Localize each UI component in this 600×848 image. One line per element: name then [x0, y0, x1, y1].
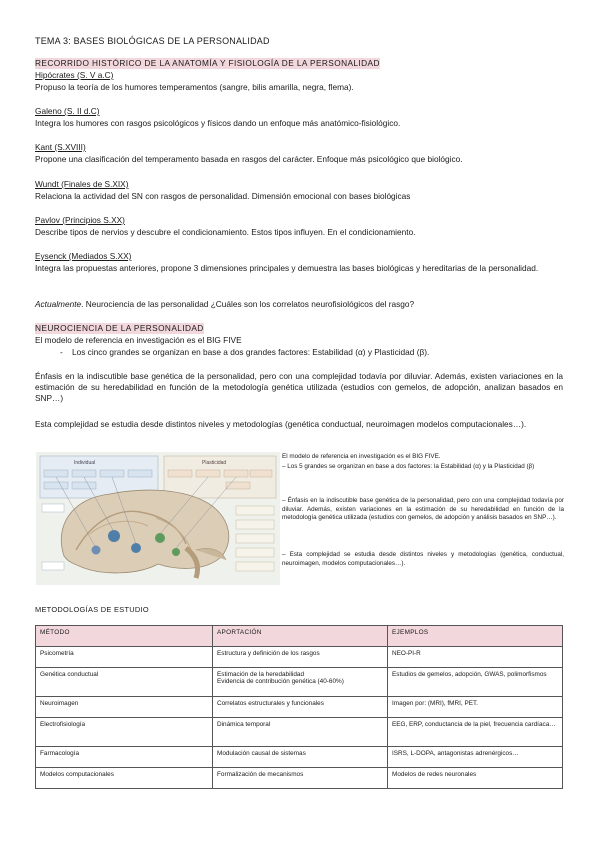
neuro-paragraph-2: Esta complejidad se estudia desde distintos niveles y metodologías (genética conductual, neuroimagen modelos computacionales…).	[35, 419, 527, 429]
entry-name-wundt: Wundt (Finales de S.XIX)	[35, 179, 129, 189]
table-row	[36, 747, 563, 768]
figure-label-right: Plasticidad	[202, 460, 227, 466]
table-row	[36, 668, 563, 697]
bullet-dash: -	[60, 347, 63, 357]
entry-text-hipocrates: Propuso la teoría de los humores temperamentos (sangre, bilis amarilla, negra, flema).	[35, 82, 354, 92]
figure-caption-bullet-3: – Esta complejidad se estudia desde distintos niveles y metodologías (genética, conductual, neuroimagen, modelos computacionales…).	[282, 551, 564, 567]
region-blue-2	[131, 543, 141, 553]
table-cell: Estudios de gemelos, adopción, GWAS, polimorfismos	[388, 668, 563, 697]
figure-caption-bullet-1: – Los 5 grandes se organizan en base a dos factores: la Estabilidad (α) y la Plasticidad (β)	[282, 463, 535, 470]
page-title: TEMA 3: BASES BIOLÓGICAS DE LA PERSONALIDAD	[35, 36, 270, 46]
table-cell: ISRS, L-DOPA, antagonistas adrenérgicos…	[388, 747, 563, 768]
brain-shape	[61, 490, 229, 573]
table-header-row	[36, 626, 563, 647]
table-cell: Imagen por: (MRI), fMRI, PET.	[388, 697, 563, 718]
entry-text-wundt: Relaciona la actividad del SN con rasgos de personalidad. Dimensión emocional con bases biológicas	[35, 191, 411, 201]
region-green-1	[155, 533, 165, 543]
table-cell: Modulación causal de sistemas	[213, 747, 388, 768]
entry-text-kant: Propone una clasificación del temperamento basada en rasgos del carácter. Enfoque más psicológico que biológico.	[35, 154, 463, 164]
entry-name-hipocrates: Hipócrates (S. V a.C)	[35, 70, 114, 80]
table-cell: Estimación de la heredabilidad Evidencia de contribución genética (40-60%)	[213, 668, 388, 697]
col-header-method: MÉTODO	[36, 626, 213, 647]
actualmente-text: . Neurociencia de las personalidad ¿Cuáles son los correlatos neurofisiológicos del rasgo?	[81, 299, 415, 309]
table-cell: Electrofisiología	[36, 718, 213, 747]
table-row	[36, 647, 563, 668]
table-cell: Psicometría	[36, 647, 213, 668]
figure-caption-bullet-2: – Énfasis en la indiscutible base genética de la personalidad, pero con una complejidad todavía por diluviar. Además, existen variaciones en la estimación de su heredabilidad en función de la metodología genética utilizada (estudios con gemelos, de adopción y análisis basados en SNP…).	[282, 497, 564, 522]
table-cell: Formalización de mecanismos	[213, 768, 388, 789]
entry-text-eysenck: Integra las propuestas anteriores, propone 3 dimensiones principales y demuestra las bases biológicas y hereditarias de la personalidad.	[35, 263, 539, 273]
table-cell: NEO-PI-R	[388, 647, 563, 668]
table-row	[36, 697, 563, 718]
neuro-intro: El modelo de referencia en investigación es el BIG FIVE	[35, 335, 242, 345]
region-blue-3	[92, 546, 101, 555]
table-cell: Farmacología	[36, 747, 213, 768]
bullet-text: Los cinco grandes se organizan en base a dos grandes factores: Estabilidad (α) y Plasticidad (β).	[72, 347, 430, 357]
entry-text-galeno: Integra los humores con rasgos psicológicos y físicos dando un enfoque más anatómico-fisiológico.	[35, 118, 401, 128]
actualmente-label: Actualmente	[35, 299, 82, 309]
table-cell: Modelos de redes neuronales	[388, 768, 563, 789]
table-row	[36, 718, 563, 747]
entry-name-galeno: Galeno (S. II d.C)	[35, 106, 100, 116]
entry-name-pavlov: Pavlov (Principios S.XX)	[35, 215, 125, 225]
neuro-bullet	[60, 347, 429, 358]
region-green-2	[172, 548, 180, 556]
brain-figure	[36, 452, 280, 585]
figure-label-left: Individual	[74, 460, 96, 466]
section-heading-history: RECORRIDO HISTÓRICO DE LA ANATOMÍA Y FISIOLOGÍA DE LA PERSONALIDAD	[35, 58, 380, 68]
table-cell: Genética conductual	[36, 668, 213, 697]
table-cell: Estructura y definición de los rasgos	[213, 647, 388, 668]
neuro-paragraph-1: Énfasis en la indiscutible base genética de la personalidad, pero con una complejidad todavía por diluviar. Además, existen variaciones en la estimación de su heredabilidad en función de la metodología genética utilizada (estudios con gemelos, de adopción, analizan basados en SNP…)	[35, 371, 563, 403]
table-cell: Correlatos estructurales y funcionales	[213, 697, 388, 718]
col-header-examples: EJEMPLOS	[388, 626, 563, 647]
methods-table	[35, 625, 563, 789]
table-cell: Neuroimagen	[36, 697, 213, 718]
section-heading-methods: METODOLOGÍAS DE ESTUDIO	[35, 605, 149, 614]
figure-caption-intro: El modelo de referencia en investigación es el BIG FIVE.	[282, 453, 441, 460]
col-header-contribution: APORTACIÓN	[213, 626, 388, 647]
table-cell: EEG, ERP, conductancia de la piel, frecuencia cardíaca…	[388, 718, 563, 747]
section-heading-neuro: NEUROCIENCIA DE LA PERSONALIDAD	[35, 323, 204, 333]
entry-name-kant: Kant (S.XVIII)	[35, 142, 86, 152]
entry-text-pavlov: Describe tipos de nervios y descubre el condicionamiento. Estos tipos influyen. En el condicionamiento.	[35, 227, 416, 237]
table-cell: Dinámica temporal	[213, 718, 388, 747]
actualmente-line	[35, 299, 414, 310]
table-row	[36, 768, 563, 789]
table-cell: Modelos computacionales	[36, 768, 213, 789]
entry-name-eysenck: Eysenck (Mediados S.XX)	[35, 251, 132, 261]
